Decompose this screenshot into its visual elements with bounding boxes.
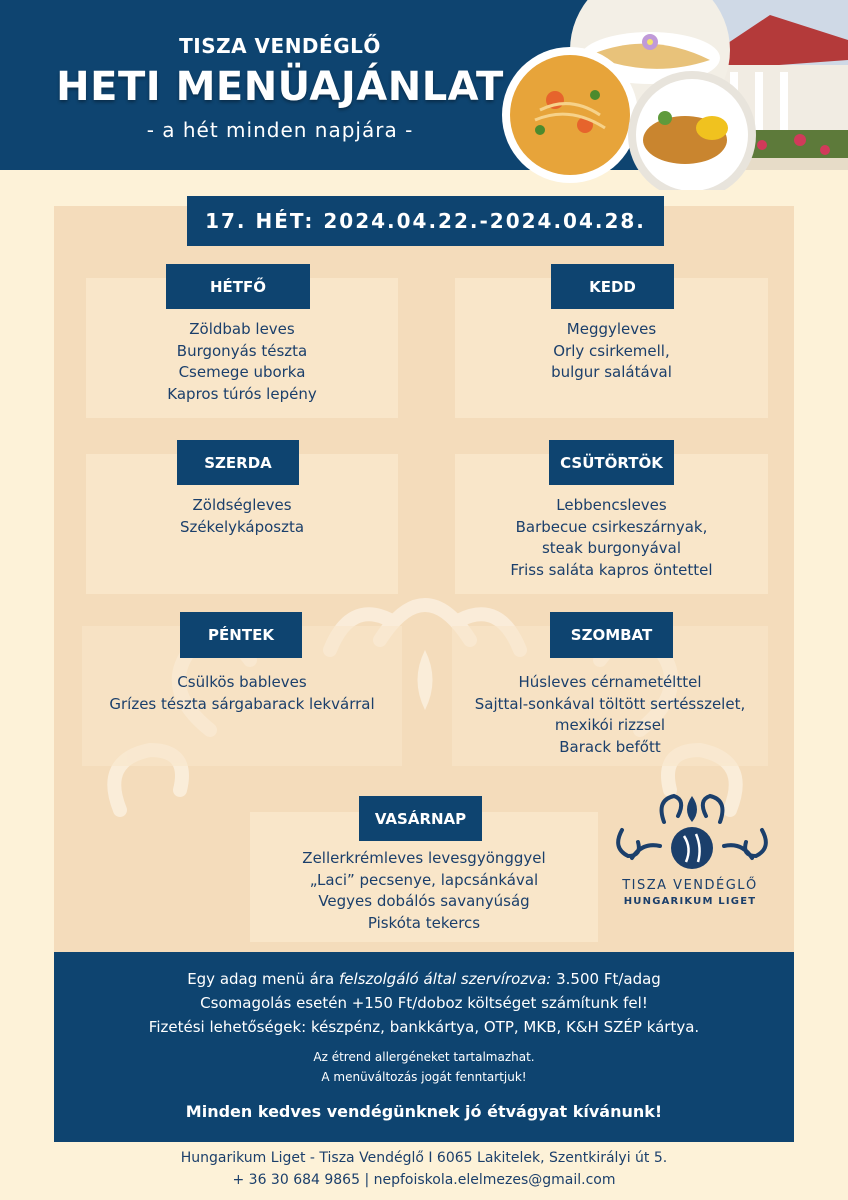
week-banner: 17. HÉT: 2024.04.22.-2024.04.28. [187, 196, 664, 246]
menu-item: Lebbencsleves [556, 496, 667, 514]
day-label-tuesday: KEDD [551, 264, 674, 309]
menu-item: Orly csirkemell, [553, 341, 670, 360]
page-title: HETI MENÜAJÁNLAT [56, 64, 504, 110]
menu-item: Húsleves cérnametélttel [518, 673, 702, 691]
price-value: 3.500 Ft/adag [551, 970, 661, 988]
restaurant-name: TISZA VENDÉGLŐ [179, 34, 381, 58]
greeting-line: Minden kedves vendégünknek jó étvágyat kívánunk! [185, 1102, 663, 1121]
food-photos [500, 0, 848, 190]
logo-subtitle: HUNGARIKUM LIGET [623, 896, 757, 907]
day-items-sunday [250, 848, 598, 934]
page-subtitle: - a hét minden napjára - [146, 118, 414, 142]
day-items-thursday [455, 495, 768, 581]
menu-item: Csemege uborka [178, 363, 306, 381]
menu-item: Zöldségleves [192, 496, 292, 514]
soup-photo [502, 47, 638, 183]
payment-line: Fizetési lehetőségek: készpénz, bankkártya, OTP, MKB, K&H SZÉP kártya. [148, 1018, 700, 1036]
menu-item: Burgonyás tészta [176, 341, 308, 360]
price-line [54, 970, 794, 988]
logo-name: TISZA VENDÉGLŐ [622, 878, 758, 893]
change-note: A menüváltozás jogát fenntartjuk! [321, 1070, 527, 1084]
menu-item: Zellerkrémleves levesgyönggyel [302, 849, 546, 867]
menu-item: Meggyleves [566, 320, 657, 338]
menu-item: Barack befőtt [559, 737, 661, 756]
day-label-thursday: CSÜTÖRTÖK [549, 440, 674, 485]
menu-item: Friss saláta kapros öntettel [510, 560, 713, 579]
menu-item: mexikói rizzsel [554, 716, 666, 734]
day-items-wednesday [86, 495, 398, 538]
menu-item: Grízes tészta sárgabarack lekvárral [109, 694, 375, 713]
price-italic: felszolgáló által szervírozva: [338, 970, 552, 988]
day-items-saturday [452, 672, 768, 758]
day-label-saturday: SZOMBAT [550, 612, 673, 658]
day-label-sunday: VASÁRNAP [359, 796, 482, 841]
menu-item: Zöldbab leves [189, 320, 295, 338]
day-items-monday [86, 319, 398, 405]
allergen-note: Az étrend allergéneket tartalmazhat. [313, 1050, 535, 1064]
day-label-friday: PÉNTEK [180, 612, 302, 658]
menu-item: steak burgonyával [541, 539, 681, 557]
day-label-monday: HÉTFŐ [166, 264, 310, 309]
packaging-line: Csomagolás esetén +150 Ft/doboz költséget számítunk fel! [200, 994, 648, 1012]
menu-item: Csülkös bableves [177, 673, 307, 691]
menu-item: Kapros túrós lepény [167, 384, 317, 403]
menu-item: bulgur salátával [551, 363, 672, 381]
day-label-wednesday: SZERDA [177, 440, 299, 485]
menu-item: Piskóta tekercs [367, 913, 481, 932]
price-prefix: Egy adag menü ára [187, 970, 339, 988]
day-items-friday [82, 672, 402, 715]
footer-address: Hungarikum Liget - Tisza Vendéglő I 6065 Lakitelek, Szentkirályi út 5. [180, 1150, 668, 1166]
info-box [54, 952, 794, 1142]
menu-item: „Laci” pecsenye, lapcsánkával [309, 870, 539, 889]
day-items-tuesday [455, 319, 768, 384]
footer-contact[interactable]: + 36 30 684 9865 | nepfoiskola.elelmezes@gmail.com [232, 1172, 616, 1188]
menu-item: Székelykáposzta [179, 517, 305, 536]
menu-item: Sajttal-sonkával töltött sertésszelet, [474, 694, 746, 713]
menu-item: Barbecue csirkeszárnyak, [515, 517, 708, 536]
menu-item: Vegyes dobálós savanyúság [318, 892, 530, 910]
